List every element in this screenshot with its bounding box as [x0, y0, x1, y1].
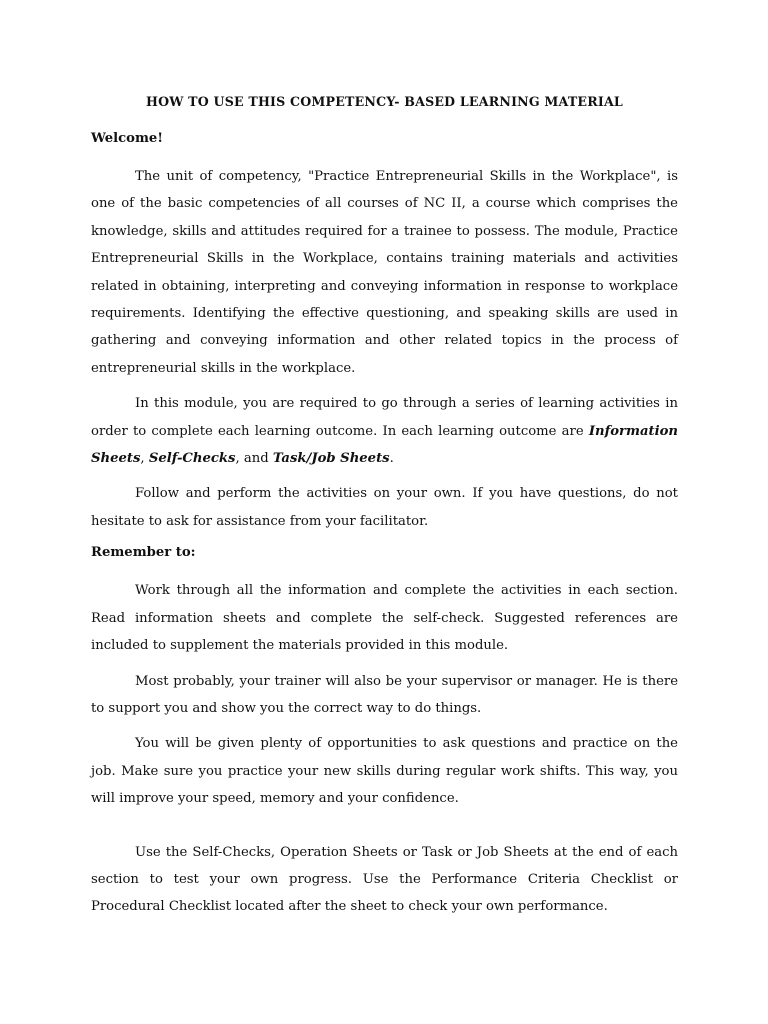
module-paragraph-text: In this module, you are required to go through a series of learning activities in order to complete each learning outcome. In each learning outcome are [91, 396, 678, 439]
separator-1: , [140, 451, 149, 467]
document-page [91, 92, 678, 929]
separator-2: , and [235, 451, 273, 467]
welcome-heading: Welcome! [91, 131, 164, 146]
module-paragraph [91, 390, 678, 472]
intro-paragraph: The unit of competency, "Practice Entrepreneurial Skills in the Workplace", is one of the basic competencies of all courses of NC II, a course which comprises the knowledge, skills and attitudes required for a trainee to possess. The module, Practice Entrepreneurial Skills in the Workplace, contains training materials and activities related in obtaining, interpreting and conveying information in response to workplace requirements. Identifying the effective questioning, and speaking skills are used in gathering and conveying information and other related topics in the process of entrepreneurial skills in the workplace. [91, 169, 678, 376]
trainer-paragraph: Most probably, your trainer will also be your supervisor or manager. He is there to support you and show you the correct way to do things. [91, 673, 678, 716]
self-checks-emphasis: Self-Checks [148, 451, 236, 467]
task-job-sheets-emphasis: Task/Job Sheets [272, 451, 390, 467]
work-through-paragraph: Work through all the information and complete the activities in each section. Read information sheets and complete the self-check. Suggested references are included to supplement the materials provided in this module. [91, 583, 678, 654]
information-sheets-emphasis: Information Sheets [91, 423, 678, 467]
paragraph-end: . [389, 451, 394, 467]
self-check-paragraph: Use the Self-Checks, Operation Sheets or Task or Job Sheets at the end of each section to test your own progress. Use the Performance Criteria Checklist or Procedural Checklist located after the sheet to check your own performance. [91, 844, 678, 915]
practice-paragraph: You will be given plenty of opportunities to ask questions and practice on the job. Make sure you practice your new skills during regular work shifts. This way, you will improve your speed, memory and your confidence. [91, 736, 678, 807]
remember-heading: Remember to: [91, 545, 196, 561]
follow-paragraph: Follow and perform the activities on your own. If you have questions, do not hesitate to ask for assistance from your facilitator. [91, 486, 678, 529]
page-title: HOW TO USE THIS COMPETENCY- BASED LEARNING MATERIAL [145, 94, 623, 109]
